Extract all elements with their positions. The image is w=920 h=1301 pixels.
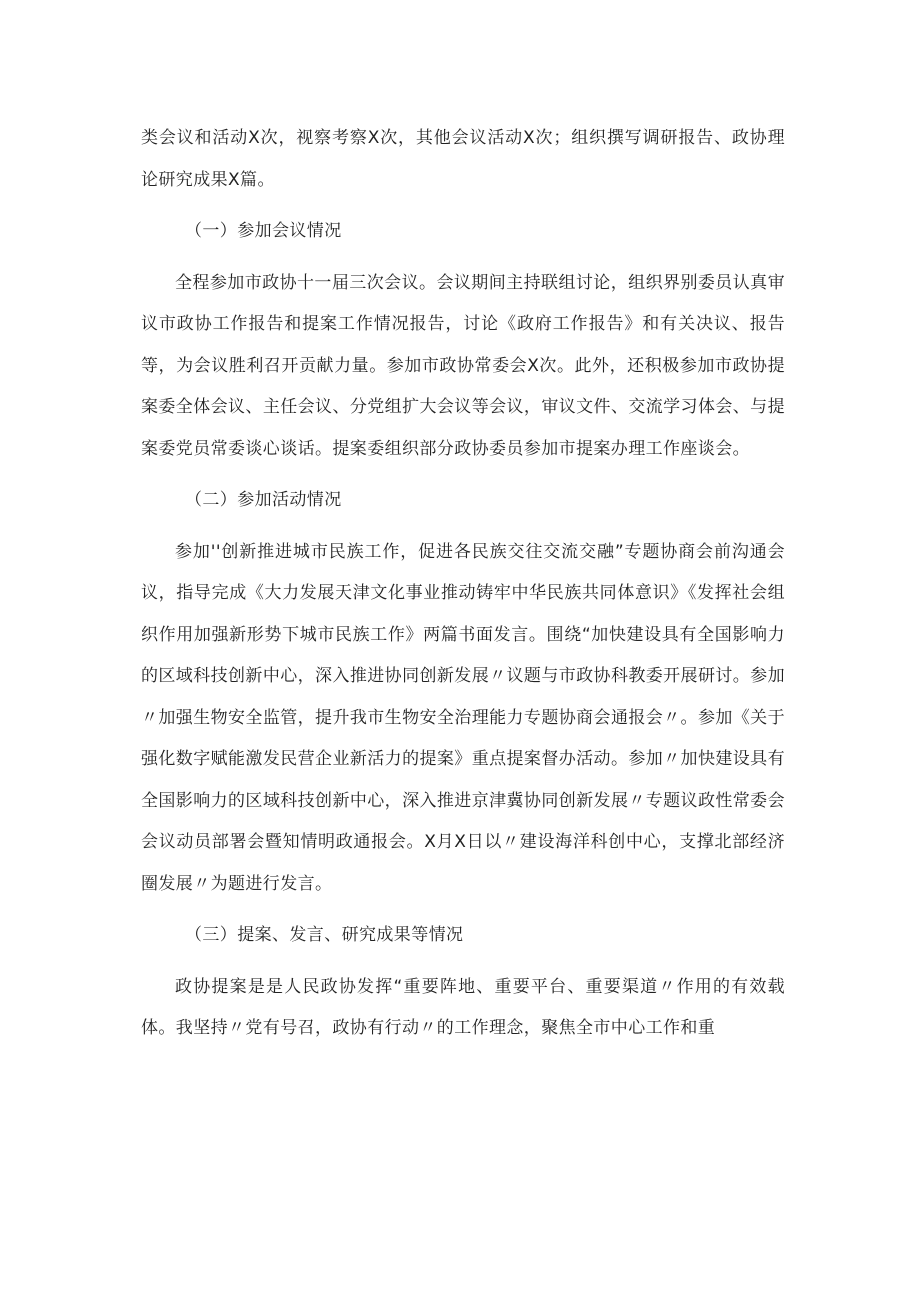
document-body	[141, 118, 785, 1050]
section-heading-proposals: （三）提案、发言、研究成果等情况	[185, 925, 464, 945]
paragraph-meetings: 全程参加市政协十一届三次会议。会议期间主持联组讨论，组织界别委员认真审议市政协工作报告和提案工作情况报告，讨论《政府工作报告》和有关决议、报告等，为会议胜利召开贡献力量。参加市政协常委会X次。此外，还积极参加市政协提案委全体会议、主任会议、分党组扩大会议等会议，审议文件、交流学习体会、与提案委党员常委谈心谈话。提案委组织部分政协委员参加市提案办理工作座谈会。	[141, 272, 785, 459]
paragraph-gap	[141, 470, 785, 480]
section-heading-activities: （二）参加活动情况	[185, 490, 342, 510]
paragraph-gap	[141, 201, 785, 211]
paragraph-gap	[141, 522, 785, 532]
section-heading-meetings: （一）参加会议情况	[185, 221, 342, 241]
paragraph-activities: 参加''创新推进城市民族工作，促进各民族交往交流交融”专题协商会前沟通会议，指导完成《大力发展天津文化事业推动铸牢中华民族共同体意识》《发挥社会组织作用加强新形势下城市民族工作》两篇书面发言。围绕“加快建设具有全国影响力的区域科技创新中心，深入推进协同创新发展〃议题与市政协科教委开展研讨。参加〃加强生物安全监管，提升我市生物安全治理能力专题协商会通报会〃。参加《关于强化数字赋能激发民营企业新活力的提案》重点提案督办活动。参加〃加快建设具有全国影响力的区域科技创新中心，深入推进京津冀协同创新发展〃专题议政性常委会会议动员部署会暨知情明政通报会。X月X日以〃建设海洋科创中心，支撑北部经济圈发展〃为题进行发言。	[141, 541, 785, 894]
paragraph-gap	[141, 253, 785, 263]
paragraph-gap	[141, 905, 785, 915]
paragraph-continuation: 类会议和活动X次，视察考察X次，其他会议活动X次；组织撰写调研报告、政协理论研究成果X篇。	[141, 128, 785, 190]
paragraph-proposals: 政协提案是是人民政协发挥“重要阵地、重要平台、重要渠道〃作用的有效载体。我坚持〃党有号召，政协有行动〃的工作理念，聚焦全市中心工作和重	[141, 976, 785, 1038]
paragraph-gap	[141, 957, 785, 967]
